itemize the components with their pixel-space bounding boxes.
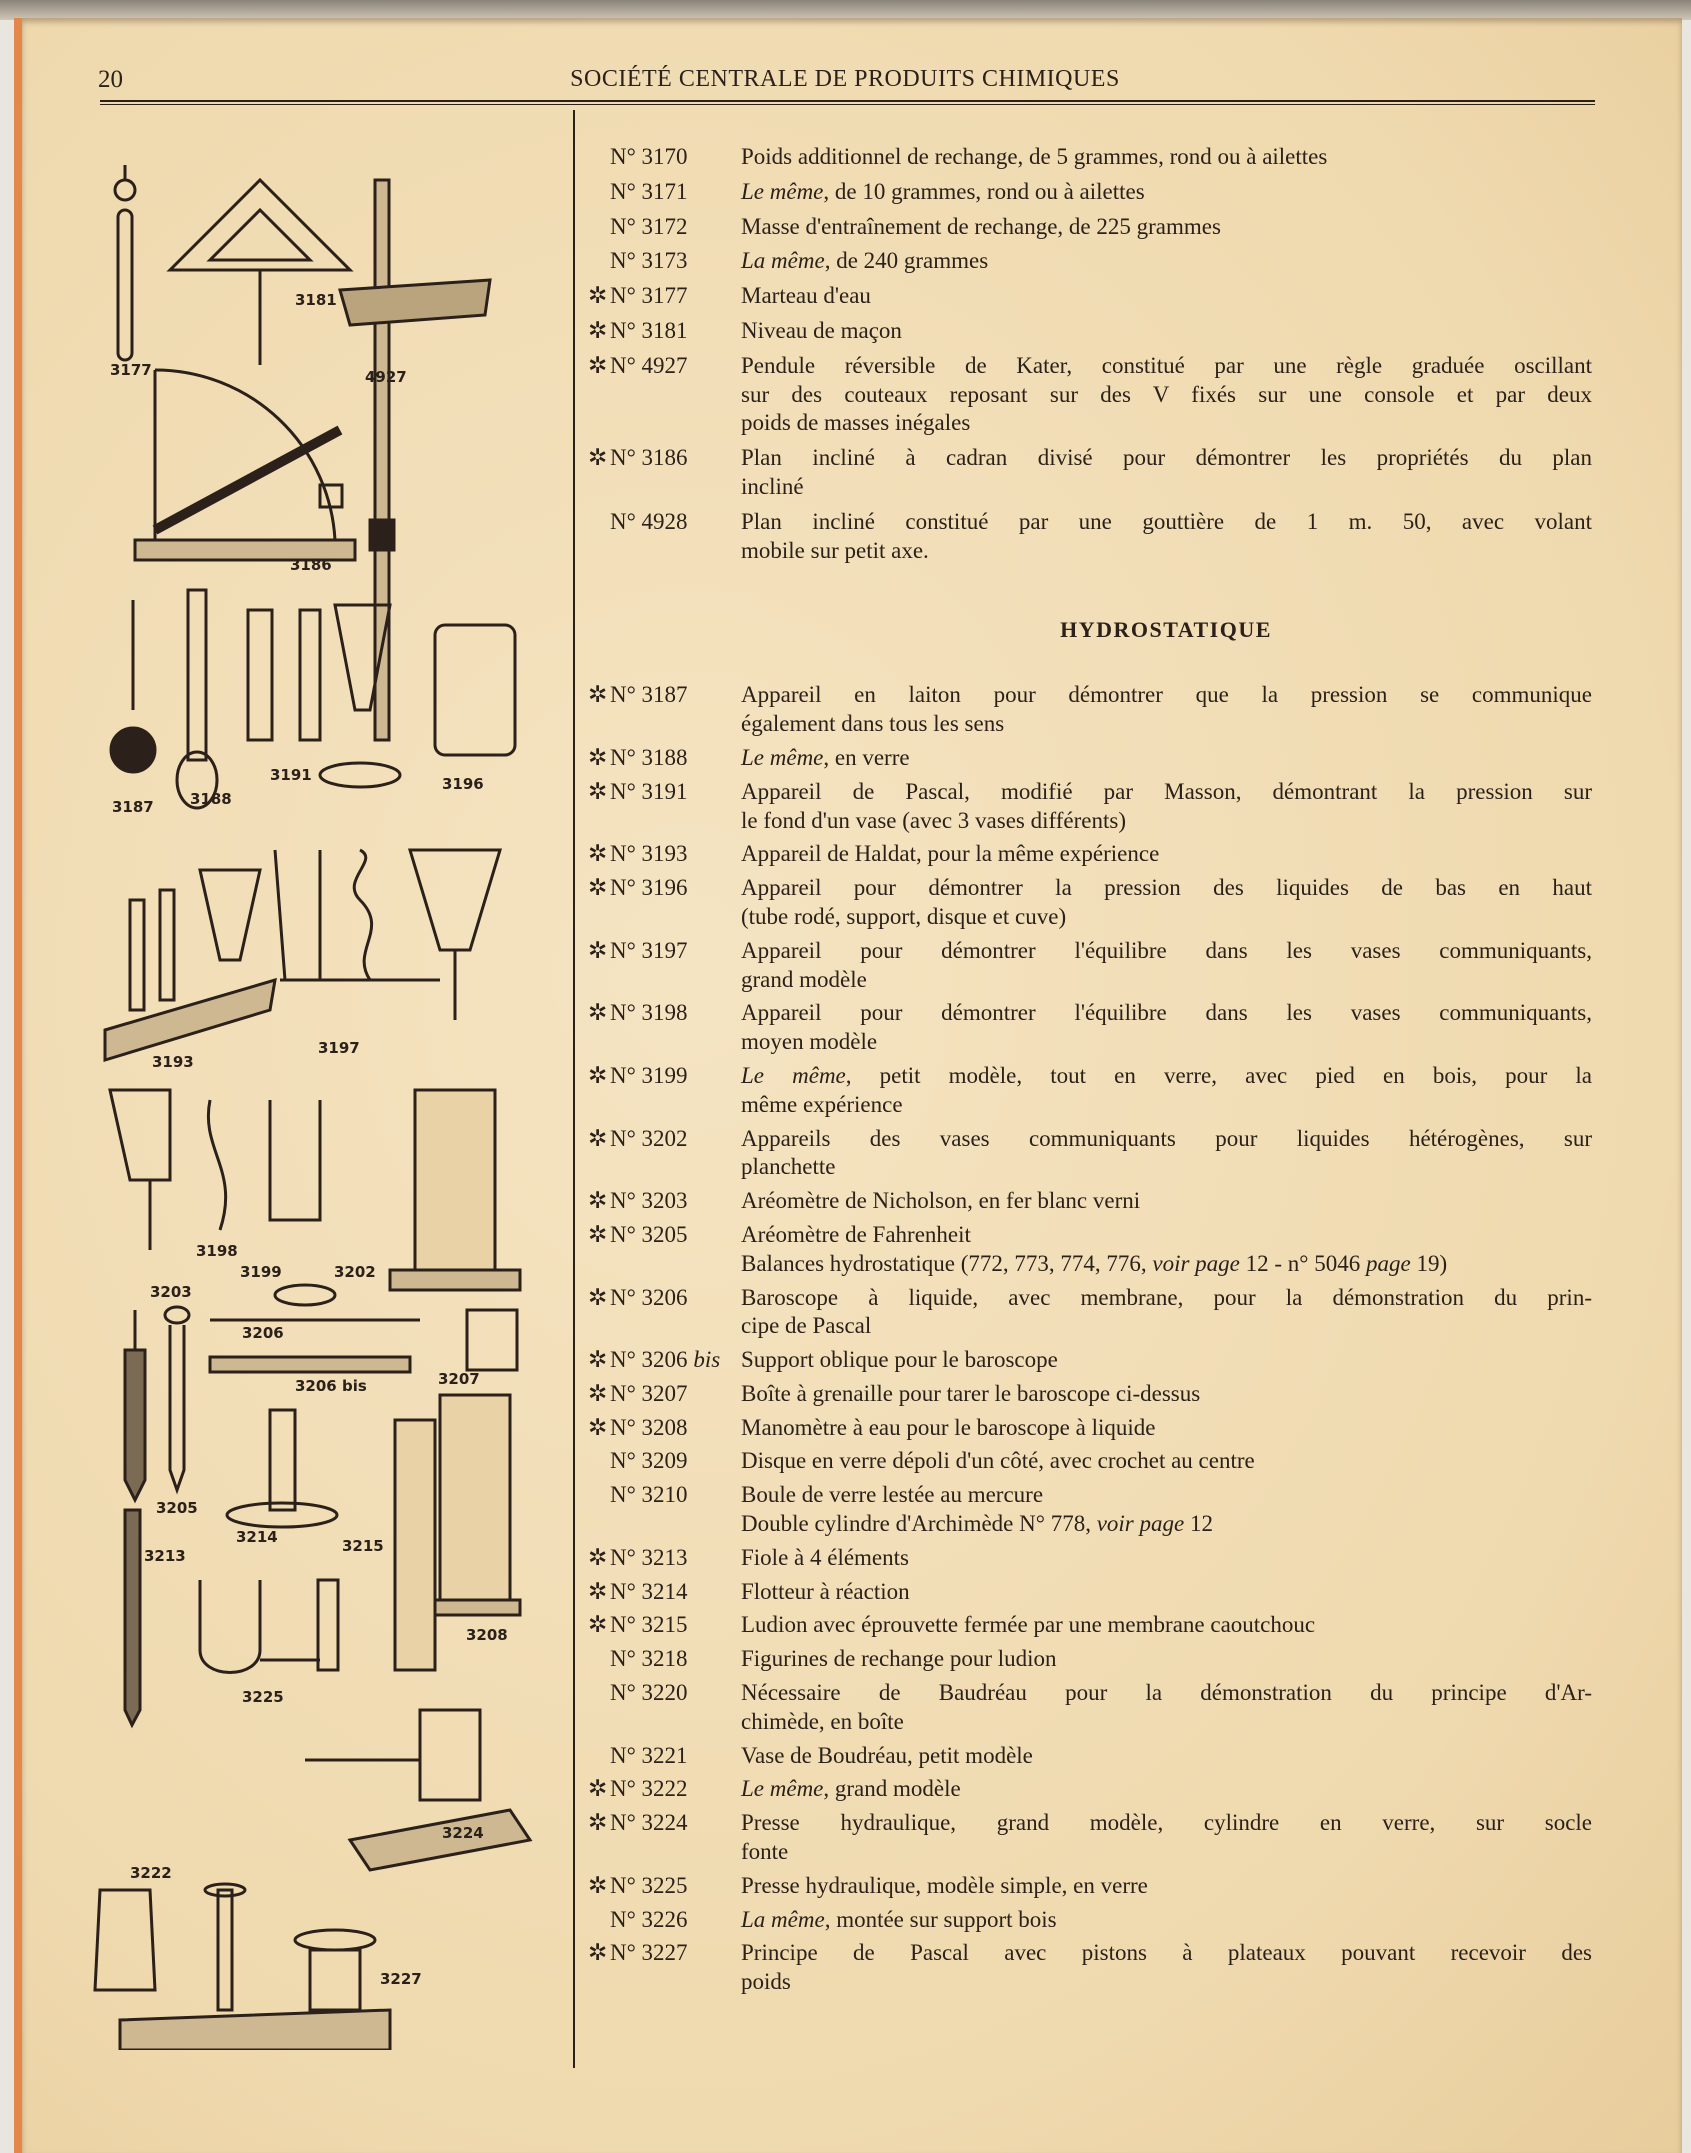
item-description: [735, 840, 1592, 869]
item-number: N° 3202: [610, 1125, 688, 1151]
catalog-entry: [580, 143, 1592, 172]
catalog-entry: [580, 1221, 1592, 1279]
description-line: La même, montée sur support bois: [741, 1906, 1057, 1932]
description-line: Appareil pour démontrer l'équilibre dans les vases communiquants,: [741, 1000, 1592, 1026]
item-description: [735, 778, 1592, 836]
description-line: Double cylindre d'Archimède N° 778, voir page 12: [741, 1511, 1213, 1537]
description-line: Vase de Boudréau, petit modèle: [741, 1742, 1033, 1768]
item-number: N° 3210: [610, 1482, 688, 1508]
item-description: [735, 213, 1592, 242]
catalog-entry: [580, 1481, 1592, 1539]
item-number: N° 3188: [610, 744, 688, 770]
figure-label: 3206 bis: [295, 1377, 367, 1395]
item-number: N° 3191: [610, 778, 688, 804]
new-item-star-icon: ✲: [588, 1940, 608, 1966]
item-number: N° 3214: [610, 1578, 688, 1604]
catalog-entry: [580, 778, 1592, 836]
item-number: N° 3225: [610, 1872, 688, 1898]
description-line: Disque en verre dépoli d'un côté, avec crochet au centre: [741, 1448, 1255, 1474]
catalog-entry: [580, 1809, 1592, 1867]
water-hammer-drawing: [115, 165, 135, 360]
item-number: N° 3187: [610, 682, 688, 708]
figure-label: 3177: [110, 361, 152, 379]
figure-label: 3198: [196, 1242, 238, 1260]
item-description: [735, 1742, 1592, 1771]
item-number: N° 3206 bis: [610, 1347, 721, 1373]
figure-label: 3203: [150, 1283, 192, 1301]
item-description: [735, 937, 1592, 995]
item-number: N° 3218: [610, 1646, 688, 1672]
description-line: cipe de Pascal: [741, 1313, 872, 1339]
description-line: le fond d'un vase (avec 3 vases différents): [741, 807, 1126, 833]
item-number: N° 3209: [610, 1448, 688, 1474]
figure-label: 3222: [130, 1864, 172, 1882]
catalog-entry: [580, 937, 1592, 995]
mason-level-drawing: [170, 180, 350, 365]
description-line: Le même, en verre: [741, 744, 910, 770]
italic-text: voir page: [1152, 1250, 1240, 1276]
header-rule-thin: [100, 104, 1595, 105]
item-description: [735, 1380, 1592, 1409]
catalog-entry: [580, 744, 1592, 773]
item-number: N° 3199: [610, 1062, 688, 1088]
description-line: Aréomètre de Fahrenheit: [741, 1221, 971, 1247]
description-line: fonte: [741, 1839, 789, 1865]
mechanics-entries: [580, 143, 1592, 565]
header-rule: [100, 100, 1595, 102]
catalog-entry: [580, 1125, 1592, 1183]
new-item-star-icon: ✲: [588, 1872, 608, 1898]
running-header: SOCIÉTÉ CENTRALE DE PRODUITS CHIMIQUES: [570, 66, 1120, 92]
description-line: Boule de verre lestée au mercure: [741, 1482, 1044, 1508]
catalog-entry: [580, 1645, 1592, 1674]
catalog-entry: [580, 1544, 1592, 1573]
item-description: [735, 999, 1592, 1057]
new-item-star-icon: ✲: [588, 445, 608, 471]
new-item-star-icon: ✲: [588, 875, 608, 901]
italic-text: voir page: [1096, 1511, 1185, 1537]
figure-label: 3193: [152, 1053, 194, 1071]
new-item-star-icon: [580, 1447, 610, 1476]
new-item-star-icon: ✲: [588, 1578, 608, 1604]
item-number: N° 3208: [610, 1414, 688, 1440]
figure-label: 3214: [236, 1528, 278, 1546]
catalog-entry: [580, 1742, 1592, 1771]
scan-top-edge: [0, 0, 1691, 20]
catalog-entry: [580, 1380, 1592, 1409]
new-item-star-icon: [580, 1645, 610, 1674]
new-item-star-icon: ✲: [588, 1544, 608, 1570]
item-number: N° 3220: [610, 1680, 688, 1706]
item-number: N° 3206: [610, 1284, 688, 1310]
item-number: N° 3193: [610, 841, 688, 867]
figure-label: 3227: [380, 1970, 422, 1988]
new-item-star-icon: ✲: [588, 1380, 608, 1406]
new-item-star-icon: ✲: [588, 1810, 608, 1836]
figure-label: 3196: [442, 775, 484, 793]
description-line: Appareils des vases communiquants pour liquides hétérogènes, sur: [741, 1125, 1592, 1151]
catalog-entry: [580, 1679, 1592, 1737]
apparatus-illustrations: [90, 150, 570, 2050]
catalog-entry: [580, 508, 1592, 566]
description-line: Appareil pour démontrer l'équilibre dans les vases communiquants,: [741, 937, 1592, 963]
new-item-star-icon: ✲: [588, 1221, 608, 1247]
description-line: Presse hydraulique, modèle simple, en verre: [741, 1872, 1148, 1898]
item-number: N° 3224: [610, 1810, 688, 1836]
item-description: [735, 1906, 1592, 1935]
item-number: N° 3213: [610, 1544, 688, 1570]
catalog-entry: [580, 1346, 1592, 1375]
description-line: incliné: [741, 473, 804, 499]
catalog-entry: [580, 840, 1592, 869]
new-item-star-icon: ✲: [588, 1284, 608, 1310]
item-description: [735, 1062, 1592, 1120]
item-description: [735, 1809, 1592, 1867]
item-number: N° 3215: [610, 1612, 688, 1638]
description-line: Fiole à 4 éléments: [741, 1544, 909, 1570]
item-description: [735, 1221, 1592, 1279]
item-number: N° 3170: [610, 144, 688, 169]
description-line: Plan incliné à cadran divisé pour démontrer les propriétés du plan: [741, 445, 1592, 471]
item-description: [735, 681, 1592, 739]
description-line: poids de masses inégales: [741, 410, 971, 436]
description-line: Niveau de maçon: [741, 317, 902, 343]
catalog-entry: [580, 1578, 1592, 1607]
item-description: [735, 1284, 1592, 1342]
item-description: [735, 1414, 1592, 1443]
description-line: Presse hydraulique, grand modèle, cylindre en verre, sur socle: [741, 1810, 1592, 1836]
item-description: [735, 1645, 1592, 1674]
item-number: N° 3221: [610, 1742, 688, 1768]
new-item-star-icon: ✲: [588, 1347, 608, 1373]
description-line: Baroscope à liquide, avec membrane, pour la démonstration du prin-: [741, 1284, 1592, 1310]
item-description: [735, 317, 1592, 346]
catalog-list: [580, 143, 1592, 2002]
figure-label: 3186: [290, 556, 332, 574]
item-number: N° 4927: [610, 352, 688, 378]
description-line: grand modèle: [741, 966, 867, 992]
description-line: Appareil de Haldat, pour la même expérience: [741, 841, 1160, 867]
item-description: [735, 143, 1592, 172]
catalog-entry: [580, 1284, 1592, 1342]
description-line: Poids additionnel de rechange, de 5 grammes, rond ou à ailettes: [741, 144, 1328, 169]
new-item-star-icon: ✲: [588, 1125, 608, 1151]
section-heading: HYDROSTATIQUE: [1060, 617, 1272, 643]
new-item-star-icon: [580, 247, 610, 276]
new-item-star-icon: [580, 1481, 610, 1539]
figure-label: 3191: [270, 766, 312, 784]
item-number: N° 3173: [610, 248, 688, 274]
italic-text: Le même: [741, 178, 824, 204]
italic-text: Le même: [741, 1776, 824, 1802]
item-description: [735, 1447, 1592, 1476]
new-item-star-icon: ✲: [588, 841, 608, 867]
figure-label: 3208: [466, 1626, 508, 1644]
item-description: [735, 508, 1592, 566]
figure-label: 3225: [242, 1688, 284, 1706]
new-item-star-icon: ✲: [588, 1414, 608, 1440]
item-number: N° 3222: [610, 1776, 688, 1802]
catalog-entry: [580, 874, 1592, 932]
description-line: Appareil pour démontrer la pression des liquides de bas en haut: [741, 875, 1592, 901]
item-number: N° 3181: [610, 317, 688, 343]
description-line: sur des couteaux reposant sur des V fixés sur une console et par deux: [741, 381, 1592, 407]
catalog-entry: [580, 1447, 1592, 1476]
description-line: Figurines de rechange pour ludion: [741, 1646, 1057, 1672]
figure-label: 3213: [144, 1547, 186, 1565]
figure-label: 3181: [295, 291, 337, 309]
item-description: [735, 874, 1592, 932]
catalog-entry: [580, 1187, 1592, 1216]
description-line: Aréomètre de Nicholson, en fer blanc verni: [741, 1188, 1141, 1214]
catalog-entry: [580, 1872, 1592, 1901]
item-description: [735, 1578, 1592, 1607]
new-item-star-icon: ✲: [588, 352, 608, 378]
catalog-entry: [580, 1906, 1592, 1935]
new-item-star-icon: ✲: [588, 1776, 608, 1802]
new-item-star-icon: [580, 1906, 610, 1935]
description-line: Pendule réversible de Kater, constitué par une règle graduée oscillant: [741, 352, 1592, 378]
item-number: N° 3227: [610, 1940, 688, 1966]
item-description: [735, 1611, 1592, 1640]
description-line: Balances hydrostatique (772, 773, 774, 776, voir page 12 - n° 5046 page 19): [741, 1250, 1448, 1276]
italic-text: Le même: [741, 1062, 846, 1088]
catalog-entry: [580, 444, 1592, 502]
figure-label: 3215: [342, 1537, 384, 1555]
figure-label: 3188: [190, 790, 232, 808]
catalog-entry: [580, 999, 1592, 1057]
figure-label: 3205: [156, 1499, 198, 1517]
catalog-entry: [580, 317, 1592, 346]
catalog-entry: [580, 1939, 1592, 1997]
description-line: Manomètre à eau pour le baroscope à liquide: [741, 1414, 1156, 1440]
figure-label: 3199: [240, 1263, 282, 1281]
new-item-star-icon: ✲: [588, 1062, 608, 1088]
description-line: Boîte à grenaille pour tarer le baroscope ci-dessus: [741, 1380, 1201, 1406]
figure-label: 3207: [438, 1370, 480, 1388]
new-item-star-icon: [580, 178, 610, 207]
description-line: Marteau d'eau: [741, 283, 871, 309]
description-line: Plan incliné constitué par une gouttière de 1 m. 50, avec volant: [741, 508, 1592, 534]
description-line: (tube rodé, support, disque et cuve): [741, 903, 1067, 929]
description-line: même expérience: [741, 1091, 903, 1117]
description-line: planchette: [741, 1154, 836, 1180]
inclined-plane-drawing: [135, 370, 355, 560]
communicating-vessels-drawing: [105, 850, 500, 1060]
description-line: également dans tous les sens: [741, 711, 1005, 737]
new-item-star-icon: [580, 1742, 610, 1771]
new-item-star-icon: [580, 143, 610, 172]
figure-label: 3206: [242, 1324, 284, 1342]
item-number: N° 3226: [610, 1906, 688, 1932]
item-description: [735, 178, 1592, 207]
catalog-entry: [580, 178, 1592, 207]
catalog-entry: [580, 1775, 1592, 1804]
description-line: poids: [741, 1969, 791, 1995]
new-item-star-icon: ✲: [588, 1188, 608, 1214]
page-number: 20: [98, 66, 123, 93]
new-item-star-icon: ✲: [588, 1000, 608, 1026]
item-description: [735, 1775, 1592, 1804]
description-line: chimède, en boîte: [741, 1708, 904, 1734]
new-item-star-icon: ✲: [588, 937, 608, 963]
catalog-entry: [580, 681, 1592, 739]
new-item-star-icon: ✲: [588, 682, 608, 708]
description-line: Masse d'entraînement de rechange, de 225 grammes: [741, 213, 1221, 239]
hydrostatics-entries: [580, 681, 1592, 1997]
description-line: moyen modèle: [741, 1029, 878, 1055]
item-description: [735, 1872, 1592, 1901]
item-description: [735, 744, 1592, 773]
catalog-entry: [580, 1611, 1592, 1640]
item-number: N° 3198: [610, 1000, 688, 1026]
pressure-apparatus-drawing: [111, 590, 217, 808]
item-number: N° 3203: [610, 1188, 688, 1214]
vessels-small-drawing: [110, 1090, 520, 1305]
item-description: [735, 1125, 1592, 1183]
italic-text: La même: [741, 248, 825, 274]
illustrations-column: [90, 150, 570, 2050]
item-number: N° 3177: [610, 283, 688, 309]
figure-label: 3224: [442, 1824, 484, 1842]
catalog-entry: [580, 1062, 1592, 1120]
catalog-entry: [580, 352, 1592, 438]
new-item-star-icon: ✲: [588, 317, 608, 343]
item-description: [735, 444, 1592, 502]
item-number: N° 3205: [610, 1221, 688, 1247]
item-number: N° 3186: [610, 445, 688, 471]
catalog-entry: [580, 247, 1592, 276]
item-description: [735, 1187, 1592, 1216]
item-number: N° 3171: [610, 178, 688, 204]
catalog-entry: [580, 282, 1592, 311]
item-number: N° 3172: [610, 213, 688, 239]
item-description: [735, 1544, 1592, 1573]
item-description: [735, 282, 1592, 311]
italic-text: La même: [741, 1906, 825, 1932]
pascal-pistons-drawing: [95, 1884, 390, 2050]
new-item-star-icon: ✲: [588, 283, 608, 309]
item-description: [735, 352, 1592, 438]
item-number: N° 3196: [610, 875, 688, 901]
figure-label: 3187: [112, 798, 154, 816]
description-line: Flotteur à réaction: [741, 1578, 910, 1604]
figure-label: 4927: [365, 368, 407, 386]
description-line: La même, de 240 grammes: [741, 248, 989, 274]
figure-label: 3197: [318, 1039, 360, 1057]
item-description: [735, 1939, 1592, 1997]
item-description: [735, 1346, 1592, 1375]
description-line: Support oblique pour le baroscope: [741, 1347, 1058, 1373]
item-number: N° 3197: [610, 937, 688, 963]
description-line: Appareil de Pascal, modifié par Masson, démontrant la pression sur: [741, 778, 1592, 804]
column-divider: [573, 110, 575, 2068]
catalog-entry: [580, 213, 1592, 242]
description-line: Le même, de 10 grammes, rond ou à ailettes: [741, 178, 1145, 204]
item-number-suffix: bis: [693, 1347, 721, 1373]
item-description: [735, 247, 1592, 276]
item-number: N° 3207: [610, 1380, 688, 1406]
description-line: Le même, grand modèle: [741, 1776, 961, 1802]
description-line: Appareil en laiton pour démontrer que la pression se communique: [741, 682, 1592, 708]
italic-text: Le même: [741, 744, 824, 770]
new-item-star-icon: ✲: [588, 1612, 608, 1638]
item-number: N° 4928: [610, 508, 688, 534]
item-description: [735, 1679, 1592, 1737]
new-item-star-icon: [580, 508, 610, 566]
new-item-star-icon: ✲: [588, 744, 608, 770]
kater-pendulum-drawing: [340, 180, 490, 740]
item-description: [735, 1481, 1592, 1539]
figure-label: 3202: [334, 1263, 376, 1281]
description-line: Ludion avec éprouvette fermée par une membrane caoutchouc: [741, 1612, 1316, 1638]
description-line: Nécessaire de Baudréau pour la démonstration du principe d'Ar-: [741, 1680, 1592, 1706]
description-line: Le même, petit modèle, tout en verre, avec pied en bois, pour la: [741, 1062, 1592, 1088]
new-item-star-icon: [580, 1679, 610, 1737]
italic-text: page: [1366, 1250, 1411, 1276]
catalog-entry: [580, 1414, 1592, 1443]
description-line: mobile sur petit axe.: [741, 537, 929, 563]
new-item-star-icon: ✲: [588, 778, 608, 804]
new-item-star-icon: [580, 213, 610, 242]
description-line: Principe de Pascal avec pistons à plateaux pouvant recevoir des: [741, 1940, 1592, 1966]
